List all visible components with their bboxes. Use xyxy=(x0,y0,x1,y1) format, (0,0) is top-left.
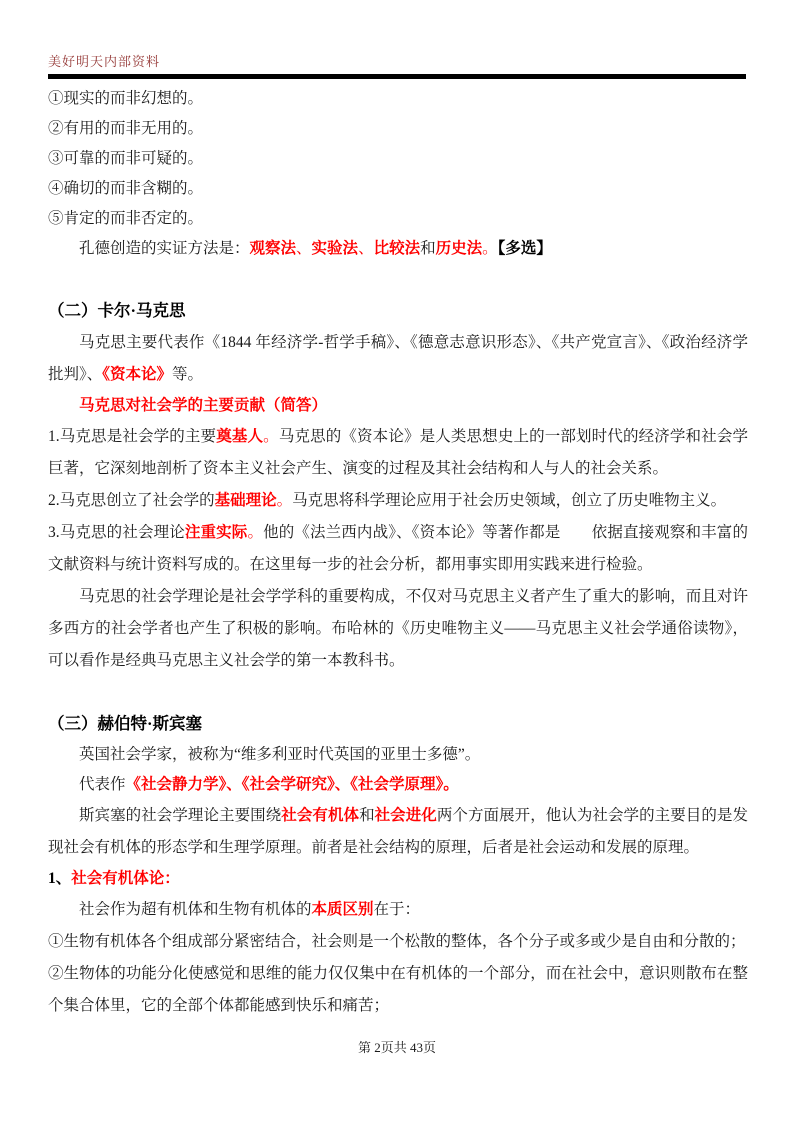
emphasis-run: 马克思对社会学的主要贡献（简答） xyxy=(79,397,328,414)
comte-point-5 xyxy=(48,204,748,234)
emphasis-run: 。 xyxy=(276,492,293,509)
emphasis-run: 1、 xyxy=(48,870,72,887)
emphasis-run: 实验法 xyxy=(311,240,359,257)
text-run: ④确切的而非含糊的。 xyxy=(48,180,204,197)
emphasis-run: 社会有机体 xyxy=(281,807,360,824)
text-run: 斯宾塞的社会学理论主要围绕 xyxy=(79,807,282,824)
text-run: ②有用的而非无用的。 xyxy=(48,120,204,137)
spencer-intro xyxy=(48,740,748,770)
emphasis-run: 社会进化 xyxy=(374,807,437,824)
text-run: 等。 xyxy=(172,366,204,383)
text-run: 和 xyxy=(359,807,375,824)
comte-point-2 xyxy=(48,114,748,144)
comte-methods-line xyxy=(48,234,748,264)
text-run: ①生物有机体各个组成部分紧密结合，社会则是一个松散的整体，各个分子或多或少是自由和分散的； xyxy=(48,933,746,950)
marx-contribution-title xyxy=(48,391,748,421)
emphasis-run: 《资本论》 xyxy=(102,366,173,383)
comte-point-3 xyxy=(48,144,748,174)
marx-contribution-1 xyxy=(48,421,748,485)
marx-contribution-2 xyxy=(48,485,748,517)
section-heading-spencer xyxy=(48,708,748,740)
emphasis-run: 。 xyxy=(247,524,264,541)
header-rule xyxy=(48,74,746,79)
comte-point-4 xyxy=(48,174,748,204)
section-heading-marx xyxy=(48,295,748,327)
text-run: 两个方面展开，他认为社会学的主要目的是发现社会有机体的形态学和生理学原理。前者是社会结构的原理，后者是社会运动和发展的原理。 xyxy=(48,807,748,856)
emphasis-run: 、 xyxy=(358,240,374,257)
emphasis-run: 【多选】 xyxy=(497,240,552,257)
spencer-theory-para xyxy=(48,800,748,864)
page-header xyxy=(48,54,746,79)
marx-contribution-3 xyxy=(48,517,748,581)
emphasis-run: 基础理论 xyxy=(214,492,277,509)
emphasis-run: 《社会静力学》、《社会学研究》、《社会学原理》。 xyxy=(125,776,459,793)
text-run: 马克思的社会学理论是社会学学科的重要构成，不仅对马克思主义者产生了重大的影响，而且对许多西方的社会学者也产生了积极的影响。布哈林的《历史唯物主义——马克思主义社会学通俗读物》，可以看作是经典马克思主义社会学的第一本教科书。 xyxy=(48,588,748,669)
text-run: （三）赫伯特·斯宾塞 xyxy=(48,714,203,733)
text-run: 孔德创造的实证方法是： xyxy=(79,240,250,257)
marx-theory-summary xyxy=(48,581,748,677)
text-run: 社会作为超有机体和生物有机体的 xyxy=(79,901,312,918)
page-footer xyxy=(0,1040,794,1056)
emphasis-run: 。 xyxy=(263,428,279,445)
text-run: ⑤肯定的而非否定的。 xyxy=(48,210,204,227)
emphasis-run: 比较法 xyxy=(373,240,421,257)
page-number: 第 2页共 43页 xyxy=(357,1040,436,1055)
organism-difference-1 xyxy=(48,926,748,958)
emphasis-run: 历史法 xyxy=(435,240,483,257)
organism-difference-2 xyxy=(48,958,748,1022)
text-run: 英国社会学家，被称为“维多利亚时代英国的亚里士多德”。 xyxy=(79,746,481,763)
text-run: 马克思主要代表作《1844 年经济学-哲学手稿》、《德意志意识形态》、《共产党宣言》、《政治经济学批判》、 xyxy=(48,334,748,383)
emphasis-run: 本质区别 xyxy=(311,901,374,918)
text-run: 1.马克思是社会学的主要 xyxy=(48,428,217,445)
emphasis-run: 注重实际 xyxy=(184,524,248,541)
emphasis-run: 奠基人 xyxy=(216,428,264,445)
marx-works-para xyxy=(48,327,748,391)
emphasis-run: 、 xyxy=(296,240,312,257)
text-run: （二）卡尔·马克思 xyxy=(48,301,186,320)
text-run: 代表作 xyxy=(79,776,126,793)
text-run: 2.马克思创立了社会学的 xyxy=(48,492,215,509)
spencer-works xyxy=(48,770,748,800)
text-run: ②生物体的功能分化使感觉和思维的能力仅仅集中在有机体的一个部分，而在社会中，意识则散布在整个集合体里，它的全部个体都能感到快乐和痛苦； xyxy=(48,965,748,1014)
text-run: 3.马克思的社会理论 xyxy=(48,524,185,541)
header-title: 美好明天内部资料 xyxy=(48,54,161,69)
emphasis-run: 观察法 xyxy=(249,240,297,257)
organism-theory-title xyxy=(48,864,748,894)
text-run: 马克思将科学理论应用于社会历史领域，创立了历史唯物主义。 xyxy=(292,492,727,509)
text-run: 他的《法兰西内战》、《资本论》等著作都是 依据直接观察和丰富的文献资料与统计资料写成的。在这里每一步的社会分析，都用事实即用实践来进行检验。 xyxy=(48,524,748,573)
emphasis-run: 社会有机体论： xyxy=(71,870,180,887)
text-run: ③可靠的而非可疑的。 xyxy=(48,150,204,167)
text-run: ①现实的而非幻想的。 xyxy=(48,90,204,107)
organism-difference-lead xyxy=(48,894,748,926)
text-run: 马克思的《资本论》是人类思想史上的一部划时代的经济学和社会学巨著，它深刻地剖析了资本主义社会产生、演变的过程及其社会结构和人与人的社会关系。 xyxy=(48,428,748,477)
text-run: 在于： xyxy=(373,901,421,918)
text-run: 和 xyxy=(420,240,436,257)
emphasis-run: 。 xyxy=(482,240,498,257)
comte-point-1 xyxy=(48,84,748,114)
document-body xyxy=(48,84,748,1022)
